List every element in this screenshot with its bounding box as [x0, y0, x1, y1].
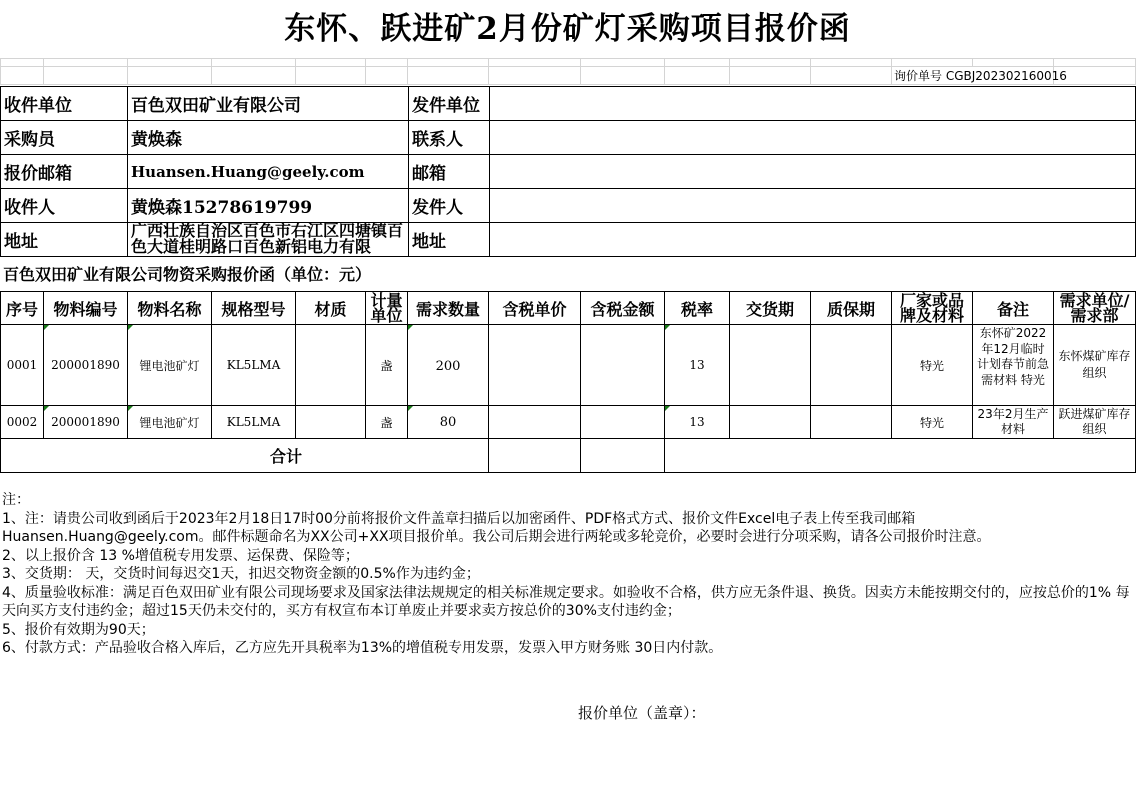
row-delivery[interactable]: [730, 406, 811, 439]
contact-value[interactable]: [490, 121, 1136, 155]
row-remark-text: 23年2月生产材料: [977, 407, 1049, 436]
mailbox-value[interactable]: [490, 155, 1136, 189]
col-header: [1054, 292, 1136, 325]
row-unit[interactable]: 盏: [366, 406, 408, 439]
note-1b: Huansen.Huang@geely.com。邮件标题命名为XX公司+XX项目报价单。我公司后期会进行两轮或多轮竞价，必要时会进行分项采购，请各公司报价时注意。: [2, 529, 991, 545]
note-2: 2、以上报价含 13 %增值税专用发票、运保费、保险等；: [2, 547, 359, 564]
mailbox-label: 邮箱: [409, 155, 490, 189]
row-delivery[interactable]: [730, 325, 811, 406]
buyer-value[interactable]: 黄焕森: [128, 121, 409, 155]
col-header-text: 计量单位: [370, 291, 403, 325]
address-cell[interactable]: [128, 223, 409, 257]
col-header: 含税单价: [489, 292, 581, 325]
row-code[interactable]: 200001890: [44, 325, 128, 406]
address2-label: 地址: [409, 223, 490, 257]
col-header: 税率: [665, 292, 730, 325]
row-unit[interactable]: 盏: [366, 325, 408, 406]
table-row[interactable]: [1, 406, 1136, 439]
col-header: 材质: [296, 292, 366, 325]
row-brand[interactable]: 特光: [892, 325, 973, 406]
col-header: 需求数量: [408, 292, 489, 325]
row-dept-text: 东怀煤矿库存组织: [1058, 349, 1131, 380]
inquiry-number-label: 询价单号: [894, 69, 943, 83]
spreadsheet-grid: [0, 58, 1136, 85]
note-1: 1、注：请贵公司收到函后于2023年2月18日17时00分前将报价文件盖章扫描后以加密函件、PDF格式方式、报价文件Excel电子表上传至我司邮箱: [2, 510, 916, 527]
address-value: 广西壮族自治区百色市右江区四塘镇百色大道桂明路口百色新铝电力有限: [131, 221, 404, 256]
items-header-row: [1, 292, 1136, 325]
notes-heading: 注：: [2, 492, 30, 508]
note-6: 6、付款方式：产品验收合格入库后，乙方应先开具税率为13%的增值税专用发票，发票入甲方财务账 30日内付款。: [2, 640, 723, 656]
row-brand[interactable]: 特光: [892, 406, 973, 439]
row-qty[interactable]: 200: [408, 325, 489, 406]
col-header-text: 厂家或品牌及材料: [899, 291, 964, 325]
col-header-text: 需求单位/需求部: [1059, 291, 1130, 325]
address-label: 地址: [1, 223, 128, 257]
section-title: 百色双田矿业有限公司物资采购报价函（单位：元）: [3, 265, 372, 284]
row-code[interactable]: 200001890: [44, 406, 128, 439]
items-table: [0, 291, 1136, 473]
sender-label: 发件人: [409, 189, 490, 223]
row-name[interactable]: 锂电池矿灯: [128, 325, 212, 406]
note-4: 4、质量验收标准：满足百色双田矿业有限公司现场要求及国家法律法规规定的相关标准规定要求。如验收不合格，供方应无条件退、换货。因卖方未能按期交付的，应按总价的1% 每天向买方支付违约金；超过15天仍未交付的，买方有权宣布本订单废止并要求卖方按总价的30%支付违约金；: [2, 584, 1130, 619]
total-blank: [489, 439, 581, 473]
row-spec[interactable]: KL5LMA: [212, 406, 296, 439]
total-rest: [665, 439, 1136, 473]
row-warranty[interactable]: [811, 406, 892, 439]
col-header: 质保期: [811, 292, 892, 325]
inquiry-number: CGBJ202302160016: [945, 69, 1067, 83]
col-header: 物料编号: [44, 292, 128, 325]
row-material[interactable]: [296, 406, 366, 439]
col-header: 序号: [1, 292, 44, 325]
sender-value[interactable]: [490, 189, 1136, 223]
row-no[interactable]: 0002: [1, 406, 44, 439]
row-remark[interactable]: [973, 406, 1054, 439]
total-label: 合计: [1, 439, 489, 473]
send-unit-label: 发件单位: [409, 87, 490, 121]
row-spec[interactable]: KL5LMA: [212, 325, 296, 406]
buyer-label: 采购员: [1, 121, 128, 155]
note-3: 3、交货期： 天，交货时间每迟交1天，扣迟交物资金额的0.5%作为违约金；: [2, 566, 480, 582]
row-amount[interactable]: [581, 406, 665, 439]
row-material[interactable]: [296, 325, 366, 406]
row-amount[interactable]: [581, 325, 665, 406]
note-5: 5、报价有效期为90天；: [2, 621, 155, 638]
page-title: 东怀、跃进矿2月份矿灯采购项目报价函: [0, 0, 1135, 59]
contact-label: 联系人: [409, 121, 490, 155]
col-header: 物料名称: [128, 292, 212, 325]
total-amount[interactable]: [581, 439, 665, 473]
col-header: 备注: [973, 292, 1054, 325]
col-header: 交货期: [730, 292, 811, 325]
row-warranty[interactable]: [811, 325, 892, 406]
col-header: [892, 292, 973, 325]
address2-value[interactable]: [490, 223, 1136, 257]
notes-section: [0, 472, 1135, 787]
stamp-label: 报价单位（盖章）：: [578, 704, 706, 722]
info-table: [0, 86, 1136, 257]
row-qty[interactable]: 80: [408, 406, 489, 439]
table-row[interactable]: [1, 325, 1136, 406]
row-dept[interactable]: [1054, 406, 1136, 439]
row-dept-text: 跃进煤矿库存组织: [1058, 407, 1131, 436]
row-price[interactable]: [489, 325, 581, 406]
col-header: [366, 292, 408, 325]
email-label: 报价邮箱: [1, 155, 128, 189]
row-price[interactable]: [489, 406, 581, 439]
send-unit-value[interactable]: [490, 87, 1136, 121]
email-value[interactable]: Huansen.Huang@geely.com: [128, 155, 409, 189]
row-remark-text: 东怀矿2022年12月临时计划春节前急需材料 特光: [976, 326, 1049, 387]
col-header: 规格型号: [212, 292, 296, 325]
receiver-label: 收件人: [1, 189, 128, 223]
receiver-value[interactable]: 黄焕森15278619799: [128, 189, 409, 223]
row-dept[interactable]: [1054, 325, 1136, 406]
row-no[interactable]: 0001: [1, 325, 44, 406]
row-tax[interactable]: 13: [665, 325, 730, 406]
row-tax[interactable]: 13: [665, 406, 730, 439]
recv-unit-label: 收件单位: [1, 87, 128, 121]
total-row: [1, 439, 1136, 473]
recv-unit-value[interactable]: 百色双田矿业有限公司: [128, 87, 409, 121]
row-name[interactable]: 锂电池矿灯: [128, 406, 212, 439]
row-remark[interactable]: [973, 325, 1054, 406]
col-header: 含税金额: [581, 292, 665, 325]
